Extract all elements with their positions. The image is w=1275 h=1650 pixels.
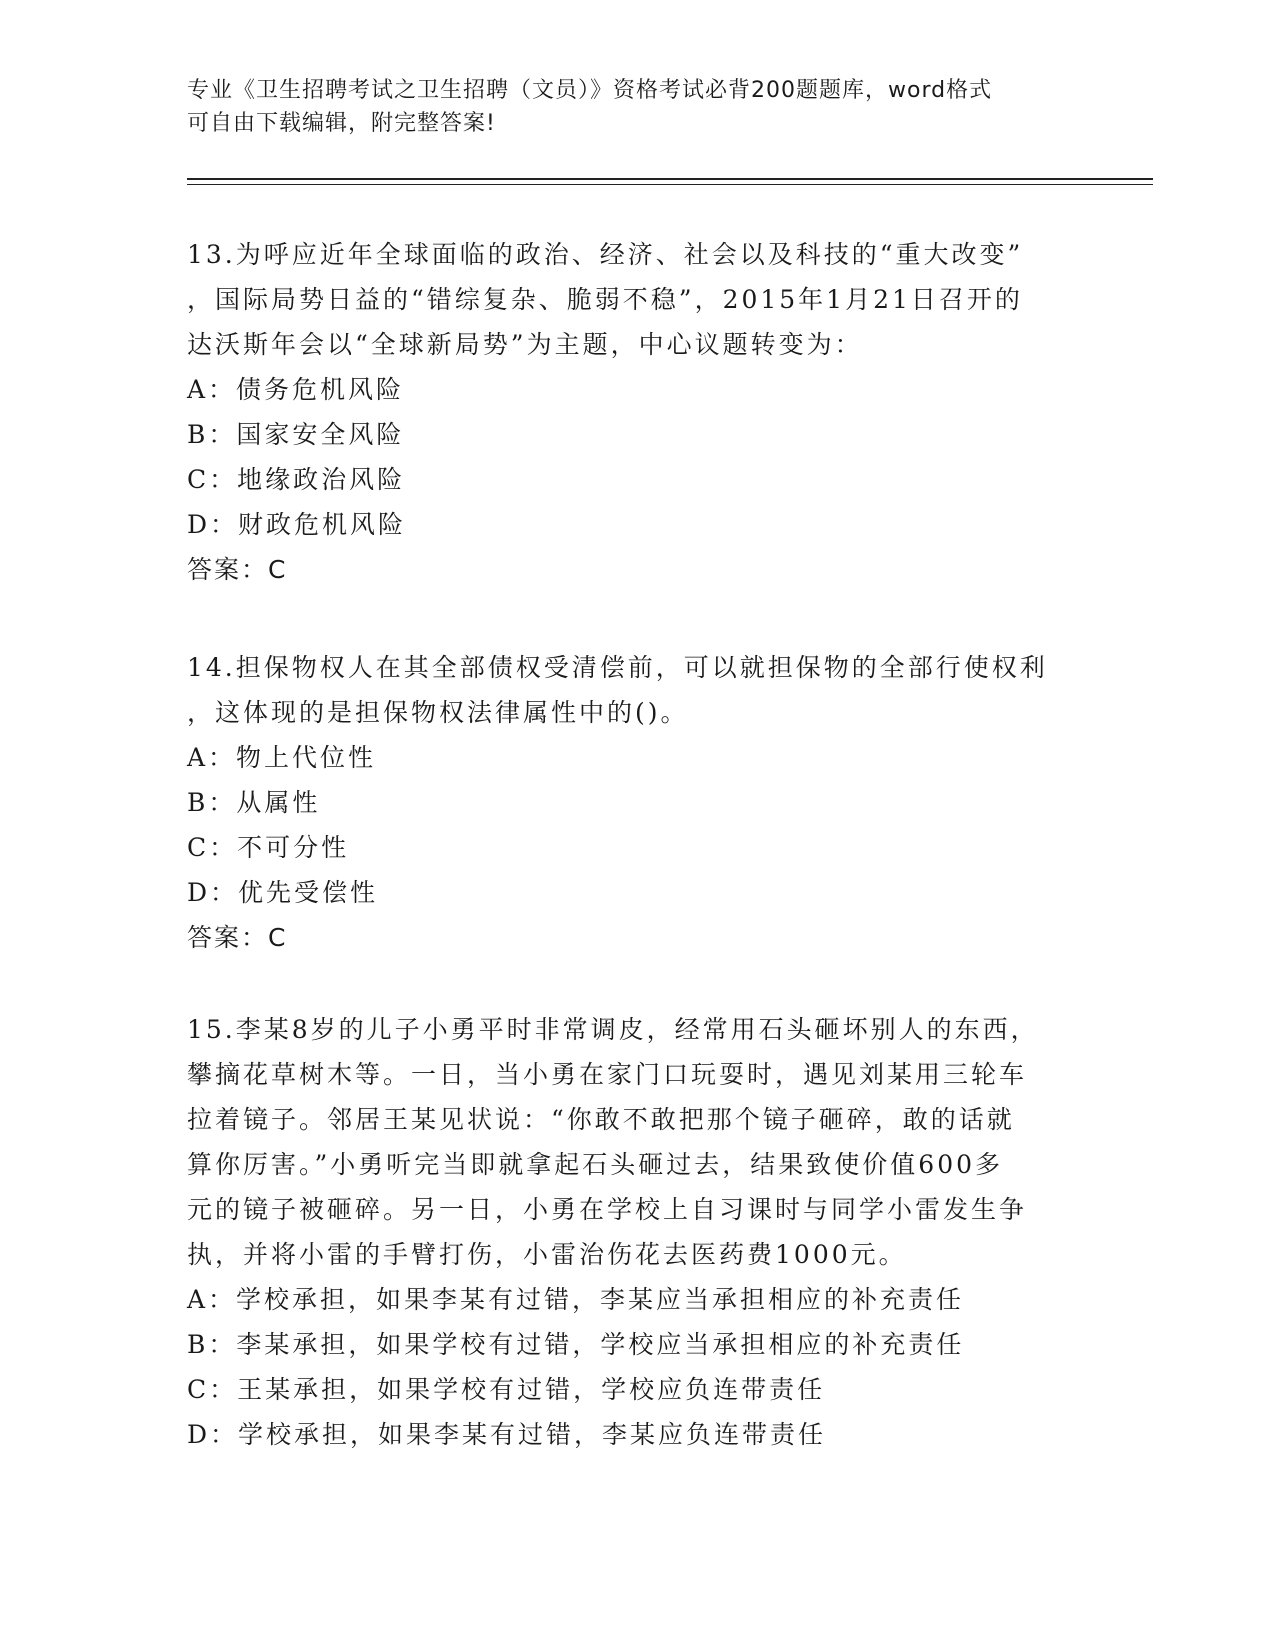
stem-line: ，国际局势日益的“错综复杂、脆弱不稳”，2015年1月21日召开的 — [187, 285, 1023, 314]
question-13 — [187, 232, 1087, 592]
answer: 答案：C — [187, 555, 288, 584]
question-14 — [187, 645, 1087, 960]
option-a: A：物上代位性 — [187, 743, 377, 772]
option-a: A：债务危机风险 — [187, 375, 405, 404]
stem-line: ，这体现的是担保物权法律属性中的()。 — [187, 698, 689, 727]
header-divider-thin — [187, 184, 1153, 185]
question-stem — [187, 1007, 1087, 1277]
header-divider-thick — [187, 178, 1153, 180]
option-d: D：学校承担，如果李某有过错，李某应负连带责任 — [187, 1420, 827, 1449]
stem-line: 拉着镜子。邻居王某见状说：“你敢不敢把那个镜子砸碎，敢的话就 — [187, 1105, 1015, 1134]
header-line-1: 专业《卫生招聘考试之卫生招聘（文员）》资格考试必背200题题库，word格式 — [187, 78, 993, 103]
stem-line: 执，并将小雷的手臂打伤，小雷治伤花去医药费1000元。 — [187, 1240, 907, 1269]
option-c: C：地缘政治风险 — [187, 465, 406, 494]
option-d: D：优先受偿性 — [187, 878, 379, 907]
header-line-2: 可自由下载编辑，附完整答案! — [187, 111, 496, 136]
answer: 答案：C — [187, 923, 288, 952]
stem-line: 13.为呼应近年全球面临的政治、经济、社会以及科技的“重大改变” — [187, 240, 1024, 269]
stem-line: 15.李某8岁的儿子小勇平时非常调皮，经常用石头砸坏别人的东西， — [187, 1015, 1039, 1044]
question-stem — [187, 232, 1087, 367]
option-c: C：不可分性 — [187, 833, 350, 862]
stem-line: 达沃斯年会以“全球新局势”为主题，中心议题转变为： — [187, 330, 863, 359]
option-d: D：财政危机风险 — [187, 510, 407, 539]
stem-line: 算你厉害。”小勇听完当即就拿起石头砸过去，结果致使价值600多 — [187, 1150, 1004, 1179]
question-stem — [187, 645, 1087, 735]
stem-line: 14.担保物权人在其全部债权受清偿前，可以就担保物的全部行使权利 — [187, 653, 1048, 682]
question-15 — [187, 1007, 1087, 1457]
option-a: A：学校承担，如果李某有过错，李某应当承担相应的补充责任 — [187, 1285, 965, 1314]
option-b: B：从属性 — [187, 788, 321, 817]
stem-line: 元的镜子被砸碎。另一日，小勇在学校上自习课时与同学小雷发生争 — [187, 1195, 1028, 1224]
option-c: C：王某承担，如果学校有过错，学校应负连带责任 — [187, 1375, 826, 1404]
option-b: B：国家安全风险 — [187, 420, 405, 449]
stem-line: 攀摘花草树木等。一日，当小勇在家门口玩耍时，遇见刘某用三轮车 — [187, 1060, 1028, 1089]
document-header — [187, 74, 1087, 140]
option-b: B：李某承担，如果学校有过错，学校应当承担相应的补充责任 — [187, 1330, 965, 1359]
